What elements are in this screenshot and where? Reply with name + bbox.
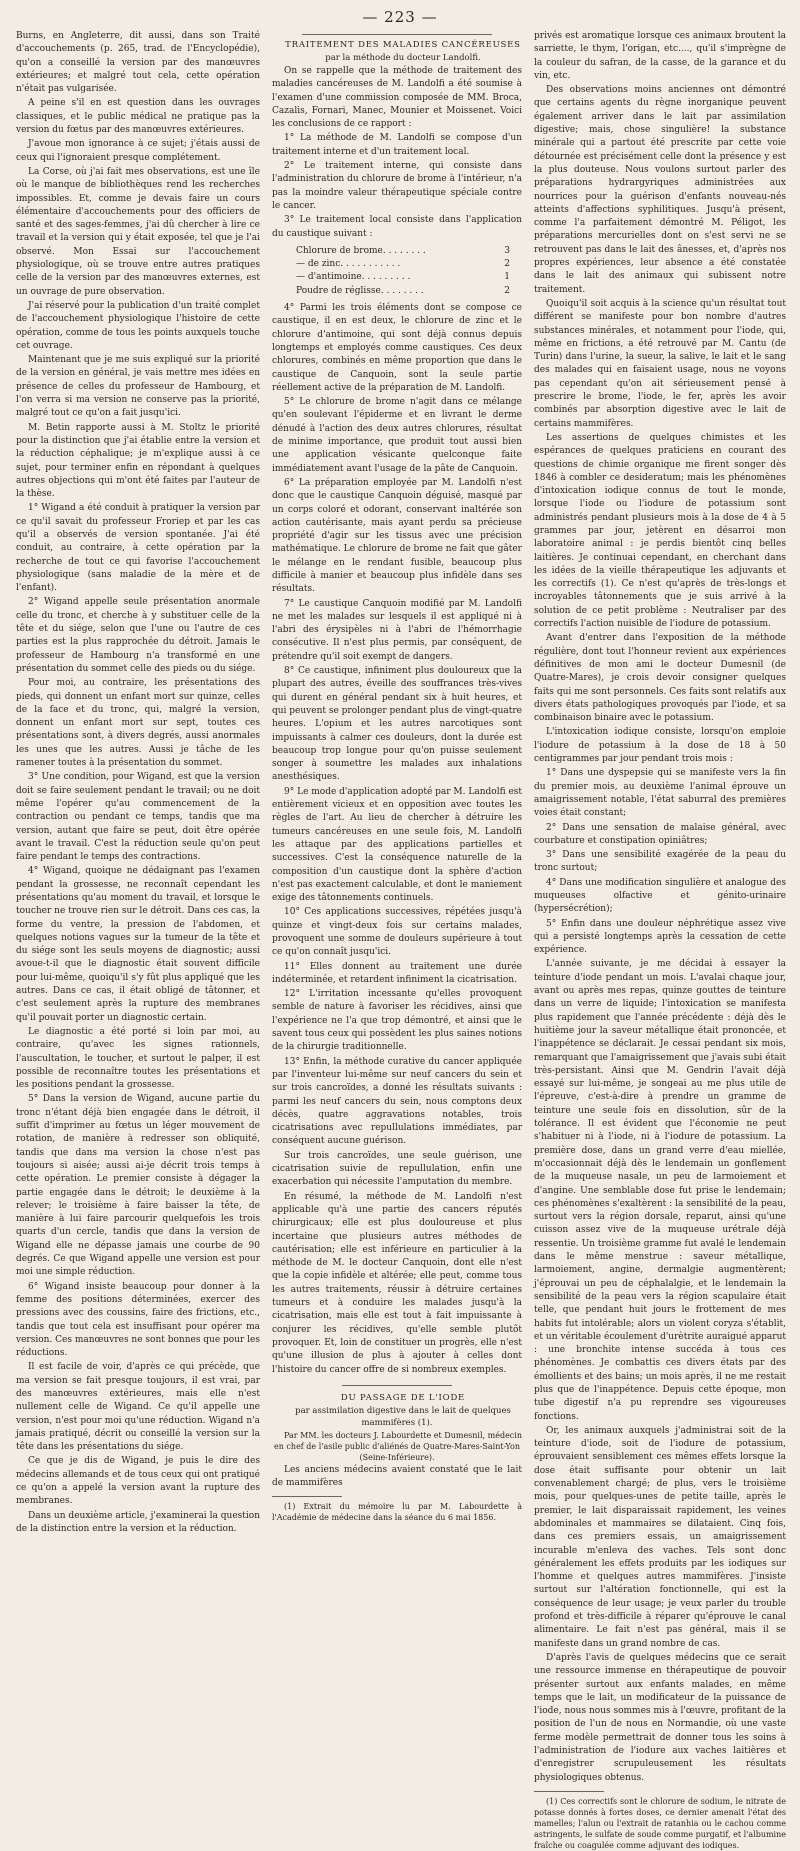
paragraph: Pour moi, au contraire, les présentations des pieds, qui donnent un enfant mort sur quinze, celles de la face et du tronc, qui, malgré la version, donnent un enfant mort sur sept, toutes ces présentations sont, à divers degrés, aussi anormales les unes que les autres. Aussi je tâche de les ramener toutes à la présentation du sommet. bbox=[16, 678, 260, 769]
paragraph: Les anciens médecins avaient constaté que le lait de mammifères bbox=[272, 1464, 522, 1489]
paragraph: Il est facile de voir, d'après ce qui précède, que ma version se fait presque toujours, il est vrai, par des manœuvres extérieures, mais elle n'est nullement celle de Wigand. Ce qu'il appelle une version, n'est pour moi qu'une réduction. Wigand n'a jamais pratiqué, décrit ou conseillé la version sur la tête dans les présentations du siége. bbox=[16, 1362, 260, 1453]
formula-ingredient: — d'antimoine. . . . . . . . . bbox=[296, 272, 411, 283]
paragraph: 8° Ce caustique, infiniment plus douloureux que la plupart des autres, éveille des souffrances très-vives qui durent en général pendant six à huit heures, et qui peuvent se prolonger pendant plus de vingt-quatre heures. L'opium et les autres narcotiques sont impuissants à calmer ces douleurs, dont la durée est beaucoup trop longue pour qu'on puisse seulement songer à soumettre les malades aux inhalations anesthésiques. bbox=[272, 666, 522, 783]
article-heading: DU PASSAGE DE L'IODE bbox=[340, 1392, 466, 1403]
paragraph: Ce que je dis de Wigand, je puis le dire des médecins allemands et de tous ceux qui ont pratiqué ce qu'on a appelé la version avant la rupture des membranes. bbox=[16, 1456, 260, 1507]
paragraph: Dans un deuxième article, j'examinerai la question de la distinction entre la version et la réduction. bbox=[16, 1510, 260, 1534]
article-heading: TRAITEMENT DES MALADIES CANCÉREUSES bbox=[285, 40, 521, 50]
formula-quantity: 1 bbox=[504, 272, 510, 283]
formula-quantity: 3 bbox=[504, 245, 510, 256]
paragraph: Les assertions de quelques chimistes et les espérances de quelques praticiens en courant des questions de chimie organique me firent songer dès 1846 à combler ce desideratum; mais les phénomènes d'intoxication iodique connus de tout le monde, lorsque l'iode ou l'iodure de potassium sont administrés pendant plusieurs mois à la dose de 4 à 5 grammes par jour, jetèrent en désarroi mon laboratoire animal : je perdis bientôt cinq belles laitières. Je continuai cependant, en cherchant dans les idées de la vieille thérapeutique les adjuvants et les correctifs (1). Ce n'est qu'après de très-longs et incroyables tâtonnements que je suis arrivé à la solution de ce petit problème : Neutraliser par des correctifs l'action nuisible de l'iodure de potassium. bbox=[534, 432, 786, 630]
footnote-rule bbox=[272, 1496, 342, 1497]
footnote: (1) Extrait du mémoire lu par M. Labourdette à l'Académie de médecine dans la séance du 6 mai 1856. bbox=[272, 1502, 522, 1523]
paragraph: D'après l'avis de quelques médecins que ce serait une ressource immense en thérapeutique de pouvoir présenter surtout aux enfants malades, en même temps que le lait, un modificateur de la puissance de l'iode, nous nous sommes mis à l'œuvre, profitant de la position de l'un de nous en Normandie, où une vaste ferme modèle permettrait de donner tous les soins à l'administration de l'iodure aux vaches laitières et d'enregistrer scrupuleusement les résultats physiologiques obtenus. bbox=[534, 1652, 786, 1783]
section-rule bbox=[342, 1385, 452, 1386]
paragraph: 5° Enfin dans une douleur néphrétique assez vive qui a persisté longtemps après la cessation de cette expérience. bbox=[534, 918, 786, 956]
paragraph: Burns, en Angleterre, dit aussi, dans son Traité d'accouchements (p. 265, trad. de l'Encyclopédie), qu'on a conseillé la version par des manœuvres extérieures; et malgré tout cela, cette opération n'était pas vulgarisée. bbox=[16, 31, 260, 95]
paragraph: Des observations moins anciennes ont démontré que certains agents du règne inorganique peuvent également arriver dans le lait par assimilation digestive; mais, chose singulière! la substance minérale qui a partout été prescrite par cette voie détournée est précisément celle dont la présence y est la plus douteuse. Nous voulons surtout parler des préparations hydrargyriques administrées aux nourrices pour la guérison d'enfants nouveau-nés atteints d'affections syphilitiques. Jusqu'à présent, comme l'a parfaitement démontré M. Péligot, les préparations mercurielles dont on s'est servi ne se retrouvent pas dans le lait des ânesses, et, d'après nos propres expériences, leur absence a été constatée dans le lait des animaux qui subissent notre traitement. bbox=[534, 85, 786, 295]
formula-row bbox=[272, 258, 522, 271]
article-subheading: par la méthode du docteur Landolfi. bbox=[325, 53, 481, 63]
paragraph: 3° Le traitement local consiste dans l'application du caustique suivant : bbox=[272, 215, 522, 239]
caustic-formula bbox=[272, 245, 522, 298]
formula-quantity: 2 bbox=[504, 259, 510, 270]
paragraph: 6° Wigand insiste beaucoup pour donner à la femme des positions déterminées, exercer des pressions avec des coussins, faire des frictions, etc., tandis que tout cela est insuffisant pour opérer ma version. Ces manœuvres ne sont bonnes que pour les réductions. bbox=[16, 1281, 261, 1359]
paragraph: 1° Wigand a été conduit à pratiquer la version par ce qu'il savait du professeur Froriep et par les cas qu'il a observés de version spontanée. J'ai été conduit, au contraire, à cette opération par la recherche de tout ce qui favorise l'accouchement physiologique (sans maladie de la mère et de l'enfant). bbox=[16, 503, 260, 594]
paragraph: 2° Wigand appelle seule présentation anormale celle du tronc, et cherche à y substituer celle de la tête et du siége, selon que l'une ou l'autre de ces parties est la plus rapprochée du détroit. Jamais le professeur de Hambourg n'a transformé en une présentation du sommet celle des pieds ou du siége. bbox=[16, 597, 260, 674]
paragraph: On se rappelle que la méthode de traitement des maladies cancéreuses de M. Landolfi a été soumise à l'examen d'une commission composée de MM. Broca, Cazalis, Fornari, Manec, Mounier et Moissenet. Voici les conclusions de ce rapport : bbox=[272, 66, 522, 130]
paragraph: Quoiqu'il soit acquis à la science qu'un résultat tout différent se manifeste pour bon nombre d'autres substances minérales, et notamment pour l'iode, qui, même en frictions, a été retrouvé par M. Cantu (de Turin) dans l'urine, la sueur, la salive, le lait et le sang des malades qui en faisaient usage, nous ne voyons pas cependant qu'on ait sérieusement pensé à prescrire le brome, l'iode, le fer, après les avoir combinés par absorption digestive avec le lait de certains mammifères. bbox=[534, 298, 786, 429]
paragraph: 12° L'irritation incessante qu'elles provoquent semble de nature à favoriser les récidives, ainsi que l'expérience ne l'a que trop démontré, et ainsi que le savent tous ceux qui possèdent les plus saines notions de la chirurgie traditionnelle. bbox=[272, 989, 522, 1053]
paragraph: En résumé, la méthode de M. Landolfi n'est applicable qu'à une partie des cancers réputés chirurgicaux; elle est plus douloureuse et plus incertaine que plusieurs autres méthodes de cautérisation; elle est inférieure en particulier à la méthode de M. le docteur Canquoin, dont elle n'est que la copie infidèle et altérée; elle peut, comme tous les autres traitements, réussir à détruire certaines tumeurs et à conduire les malades jusqu'à la cicatrisation, mais elle est tout à fait impuissante à conjurer les récidives, qu'elle semble plutôt provoquer. Et, loin de constituer un progrès, elle n'est qu'une illusion de plus à ajouter à celles dont l'histoire du cancer offre de si nombreux exemples. bbox=[272, 1191, 522, 1375]
paragraph: privés est aromatique lorsque ces animaux broutent la sarriette, le thym, l'origan, etc...., qu'il s'imprègne de la couleur du safran, de la casse, de la garance et du vin, etc. bbox=[534, 31, 786, 81]
formula-ingredient: — de zinc. . . . . . . . . . . bbox=[296, 259, 401, 270]
column-left bbox=[16, 30, 261, 1534]
paragraph: 1° Dans une dyspepsie qui se manifeste vers la fin du premier mois, au deuxième l'animal éprouve un amaigrissement notable, l'état saburral des premières voies était constant; bbox=[534, 768, 786, 819]
paragraph: J'avoue mon ignorance à ce sujet; j'étais aussi de ceux qui l'ignoraient presque complétement. bbox=[16, 139, 260, 163]
paragraph: 7° Le caustique Canquoin modifié par M. Landolfi ne met les malades sur lesquels il est appliqué ni à l'abri des érysipèles ni à l'abri de l'hémorrhagie consécutive. Il n'est plus permis, par conséquent, de prétendre qu'il soit exempt de dangers. bbox=[272, 598, 522, 662]
paragraph: A peine s'il en est question dans les ouvrages classiques, et le public médical ne pratique pas la version du fœtus par des manœuvres extérieures. bbox=[16, 98, 260, 136]
paragraph: Sur trois cancroïdes, une seule guérison, une cicatrisation suivie de repullulation, enfin une exacerbation qui nécessite l'amputation du membre. bbox=[272, 1150, 522, 1188]
paragraph: M. Betin rapporte aussi à M. Stoltz le priorité pour la distinction que j'ai établie entre la version et la réduction céphalique; je m'explique aussi à ce sujet, pour terminer enfin en répondant à quelques autres objections qui m'ont été faites par l'auteur de la thèse. bbox=[16, 422, 260, 500]
page-number: — 223 — bbox=[362, 8, 438, 26]
paragraph: 2° Dans une sensation de malaise général, avec courbature et constipation opiniâtres; bbox=[534, 822, 786, 846]
paragraph: Maintenant que je me suis expliqué sur la priorité de la version en général, je vais mettre mes idées en présence de celles du professeur de Hambourg, et l'on verra si ma version ne conserve pas la priorité, malgré tout ce qu'on a fait jusqu'ici. bbox=[16, 355, 260, 419]
paragraph: J'ai réservé pour la publication d'un traité complet de l'accouchement physiologique l'histoire de cette opération, comme de tous les points auxquels touche cet ouvrage. bbox=[16, 300, 260, 351]
paragraph: 2° Le traitement interne, qui consiste dans l'administration du chlorure de brome à l'intérieur, n'a pas la moindre valeur thérapeutique spéciale contre le cancer. bbox=[272, 161, 522, 211]
paragraph: 4° Dans une modification singulière et analogue des muqueuses olfactive et génito-urinaire (hypersécrétion); bbox=[534, 877, 786, 915]
paragraph: 6° La préparation employée par M. Landolfi n'est donc que le caustique Canquoin déguisé, masqué par un corps coloré et odorant, conservant inaltérée son action cautérisante, mais ayant perdu sa précieuse propriété d'agir sur les tissus avec une précision mathématique. Le chlorure de brome ne fait que gâter le mélange en le rendant fusible, beaucoup plus difficile à manier et beaucoup plus infidèle dans ses résultats. bbox=[272, 477, 522, 595]
formula-ingredient: Poudre de réglisse. . . . . . . . bbox=[296, 285, 424, 296]
paragraph: 4° Parmi les trois éléments dont se compose ce caustique, il en est deux, le chlorure de zinc et le chlorure d'antimoine, qui sont déjà connus depuis longtemps et employés comme caustiques. Ces deux chlorures, combinés en même proportion que dans le caustique de Canquoin, sont la seule partie réellement active de la préparation de M. Landolfi. bbox=[272, 303, 522, 393]
paragraph: Avant d'entrer dans l'exposition de la méthode régulière, dont tout l'honneur revient aux expériences définitives de mon ami le docteur Dumesnil (de Quatre-Mares), je crois devoir consigner quelques faits qui me sont personnels. Ces faits sont relatifs aux divers états pathologiques provoqués par l'iode, et sa combinaison binaire avec le potassium. bbox=[534, 633, 786, 724]
paragraph: 9° Le mode d'application adopté par M. Landolfi est entièrement vicieux et en opposition avec toutes les règles de l'art. Au lieu de chercher à détruire les tumeurs cancéreuses en une seule fois, M. Landolfi les attaque par des applications partielles et successives. C'est la conséquence naturelle de la composition d'un caustique dont la sphère d'action n'est pas exactement calculable, et dont le maniement exige des tâtonnements continuels. bbox=[272, 786, 522, 904]
column-middle bbox=[272, 30, 522, 1523]
paragraph: 3° Dans une sensibilité exagérée de la peau du tronc surtout; bbox=[534, 850, 786, 874]
article-subheading: par assimilation digestive dans le lait de quelques mammifères (1). bbox=[295, 1405, 511, 1428]
paragraph: 13° Enfin, la méthode curative du cancer appliquée par l'inventeur lui-même sur neuf cancers du sein et sur trois cancroïdes, a donné les résultats suivants : parmi les neuf cancers du sein, nous comptons deux décès, quatre aggravations notables, trois cicatrisations avec repullulations immédiates, par conséquent aucune guérison. bbox=[272, 1056, 522, 1147]
paragraph: L'intoxication iodique consiste, lorsqu'on emploie l'iodure de potassium à la dose de 18 à 50 centigrammes par jour pendant trois mois : bbox=[534, 727, 786, 765]
formula-quantity: 2 bbox=[504, 285, 510, 296]
formula-row bbox=[272, 271, 522, 284]
column-right bbox=[534, 30, 786, 1850]
paragraph: La Corse, où j'ai fait mes observations, est une île où le manque de bibliothèques rend les recherches impossibles. Et, comme je devais faire un cours élémentaire d'accouchements pour des officiers de santé et des sages-femmes, j'ai dû chercher à lire ce travail et la version qui y était exposée, tel que je l'ai observé. Mon Essai sur l'accouchement physiologique, où se trouve entre autres pratiques celle de la version par des manœuvres externes, est un ouvrage de pure observation. bbox=[16, 166, 260, 297]
section-rule bbox=[302, 34, 492, 35]
paragraph: 5° Le chlorure de brome n'agit dans ce mélange qu'en soulevant l'épiderme et en livrant le derme dénudé à l'action des deux autres chlorures, résultat de minime importance, que produit tout aussi bien une application vésicante quelconque faite immédiatement avant l'usage de la pâte de Canquoin. bbox=[272, 397, 522, 474]
paragraph: L'année suivante, je me décidai à essayer la teinture d'iode pendant un mois. L'avalai chaque jour, avant ou après mes repas, quinze gouttes de teinture dans un verre de liquide; l'intoxication se manifesta plus rapidement que l'année précédente : déjà dès le huitième jour la saveur métallique était prononcée, et l'inappétence se déclarait. Je cessai pendant six mois, remarquant que l'amaigrissement que j'avais subi était très-persistant. Ainsi que M. Gendrin l'avait déjà essayé sur lui-même, je songeai au me plus utile de l'épreuve, c'est-à-dire à prendre un gramme de teinture une seule fois en dissolution, sûr de la tolérance. Il est évident que l'économie ne peut s'habituer ni à l'iode, ni à l'iodure de potassium. La première dose, dans un grand verre d'eau miellée, m'occasionnait déjà dès le lendemain un gonflement de la muqueuse nasale, un peu de larmoiement et d'angine. Une semblable dose fut prise le lendemain; ces phénomènes s'exaltèrent : la sensibilité de la peau, surtout vers la région dorsale, reparut, ainsi qu'une cuisson assez vive de la muqueuse urétrale déjà ressentie. Un troisième gramme fut avalé le lendemain dans le même menstrue : saveur métallique, larmoiement, angine, dermalgie augmentèrent; j'éprouvai un peu de céphalalgie, et le lendemain la sensibilité de la peau vers la région scapulaire était telle, que pendant huit jours le frottement de mes habits fut intolérable; alors un violent coryza s'établit, et un véritable écoulement d'urètrite auraigué apparut : une bronchite intense succéda à tous ces phénomènes. Je combattis ces divers états par des émollients et des bains; un mois après, il ne me restait plus que de l'inappétence. Depuis cette époque, mon tube digestif n'a pu reprendre ses vigoureuses fonctions. bbox=[534, 959, 786, 1422]
paragraph: 5° Dans la version de Wigand, aucune partie du tronc n'étant déjà bien engagée dans le détroit, il suffit d'imprimer au fœtus un léger mouvement de rotation, de manière à redresser son obliquité, tandis que dans ma version la chose n'est pas toujours si aisée; aussi ai-je décrit trois temps à cette opération. Le premier consiste à dégager la partie engagée dans le détroit; le deuxième à la relever; le troisième à faire baisser la tête, de manière à lui faire parcourir quelquefois les trois quarts d'un cercle, tandis que dans la version de Wigand elle ne dépasse jamais une courbe de 90 degrés. Ce que Wigand appelle une version est pour moi une simple réduction. bbox=[16, 1094, 260, 1278]
paragraph: 1° La méthode de M. Landolfi se compose d'un traitement interne et d'un traitement local. bbox=[272, 133, 522, 157]
paragraph: 10° Ces applications successives, répétées jusqu'à quinze et vingt-deux fois sur certains malades, provoquent une somme de douleurs supérieure à tout ce qu'on connaît jusqu'ici. bbox=[272, 907, 522, 958]
paragraph: Le diagnostic a été porté si loin par moi, au contraire, qu'avec les signes rationnels, l'auscultation, le toucher, et surtout le palper, il est possible de reconnaître toutes les présentations et les positions pendant la grossesse. bbox=[16, 1026, 260, 1091]
formula-ingredient: Chlorure de brome. . . . . . . . bbox=[296, 245, 426, 256]
footnote-rule bbox=[534, 1791, 604, 1792]
article-authors: Par MM. les docteurs J. Labourdette et Dumesnil, médecin en chef de l'asile public d'aliénés de Quatre-Mares-Saint-Yon (Seine-Inférieure). bbox=[274, 1430, 522, 1462]
paragraph: Or, les animaux auxquels j'administrai soit de la teinture d'iode, soit de l'iodure de potassium, éprouvaient sensiblement ces mêmes effets lorsque la dose était suffisante pour obtenir un lait convenablement chargé; de plus, vers le troisième mois, pour quelques-unes de petite taille, après le premier, le lait disparaissait rapidement, les veines abdominales et mammaires se dilataient. Cinq fois, dans ces premiers essais, un amaigrissement incurable m'enleva des vaches. Tels sont donc généralement les effets produits par les iodiques sur l'homme et quelques autres mammifères. J'insiste surtout sur l'altération fonctionnelle, qui est la conséquence de leur usage; je veux parler du trouble profond et très-difficile à réparer qu'éprouve le canal alimentaire. Le fait n'est pas général, mais il se manifeste dans un grand nombre de cas. bbox=[534, 1425, 786, 1649]
paragraph: 4° Wigand, quoique ne dédaignant pas l'examen pendant la grossesse, ne reconnaît cependant les présentations qu'au moment du travail, et lorsque le toucher ne trouve rien sur le détroit. Dans ces cas, la forme du ventre, la pression de l'abdomen, et quelques notions vagues sur la tumeur de la tête et du siége sont les seuls moyens de diagnostic; aussi avoue-t-il que le diagnostic était souvent difficile pour lui-même, quoiqu'il s'y fût plus appliqué que les autres. Dans ce cas, il était obligé de tâtonner, et c'est seulement après la rupture des membranes qu'il pouvait porter un diagnostic certain. bbox=[16, 866, 260, 1023]
formula-row bbox=[272, 285, 522, 298]
paragraph: 11° Elles donnent au traitement une durée indéterminée, et retardent infiniment la cicatrisation. bbox=[272, 961, 522, 985]
paragraph: 3° Une condition, pour Wigand, est que la version doit se faire seulement pendant le travail; ou ne doit même l'opérer qu'au commencement de la contraction ou pendant ce temps, tandis que ma version, autant que faire se peut, doit être opérée avant le travail. C'est la réduction seule qu'on peut faire pendant le temps des contractions. bbox=[16, 772, 260, 863]
footnote: (1) Ces correctifs sont le chlorure de sodium, le nitrate de potasse donnés à fortes doses, ce dernier amenait l'état des mamelles; l'alun ou l'extrait de ratanhia ou le cachou comme astringents, le sulfate de soude comme purgatif, et l'albumine fraîche ou coagulée comme adjuvant des iodiques. bbox=[534, 1796, 786, 1850]
formula-row bbox=[272, 245, 522, 258]
